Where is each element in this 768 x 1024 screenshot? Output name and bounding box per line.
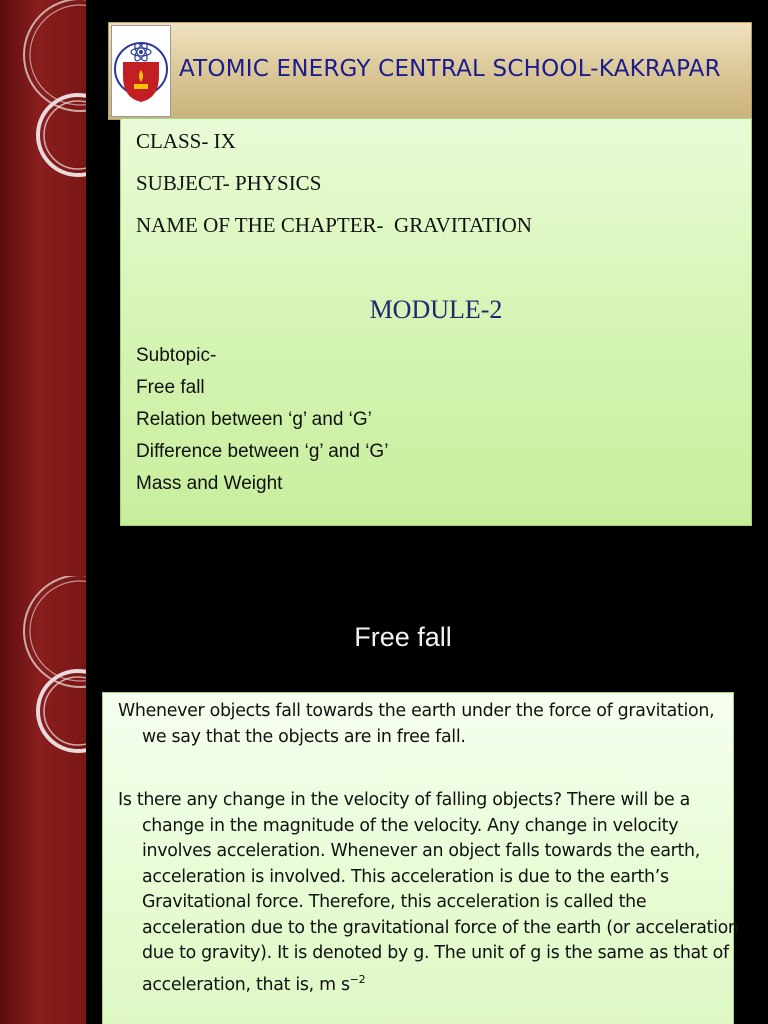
slide-2 [0, 576, 768, 1024]
free-fall-content-box [102, 692, 739, 1024]
school-logo [111, 25, 171, 117]
class-line: CLASS- IX [136, 129, 236, 153]
paragraph-explanation-text: Is there any change in the velocity of falling objects? There will be a change in the magnitude of the velocity. Any change in velocity involves acceleration. Whenever an object falls towards the earth, acceleration is involved. This acceleration is due to the earth’s Gravitational force. Therefore, this acceleration is called the acceleration due to the gravitational force of the earth (or acceleration due to gravity). It is denoted by g. The unit of g is the same as that of acceleration, that is, m s [118, 790, 739, 995]
ring-decoration-icon [0, 576, 86, 1024]
subtopic-item: Difference between ‘g’ and ‘G’ [136, 441, 389, 462]
school-header-banner [108, 22, 752, 120]
ring-decoration-icon [0, 0, 86, 576]
subtopic-heading: Subtopic- [136, 345, 217, 366]
school-emblem-icon [112, 26, 170, 116]
subtopic-item: Free fall [136, 377, 205, 398]
chapter-line: NAME OF THE CHAPTER- GRAVITATION [136, 213, 532, 237]
unit-exponent: −2 [349, 972, 366, 986]
school-name: ATOMIC ENERGY CENTRAL SCHOOL-KAKRAPAR [179, 56, 721, 82]
subtopic-item: Relation between ‘g’ and ‘G’ [136, 409, 372, 430]
chapter-info-box [120, 118, 752, 526]
decorative-sidebar [0, 0, 86, 576]
paragraph-definition: Whenever objects fall towards the earth under the force of gravitation, we say that the objects are in free fall. [118, 701, 715, 747]
module-title: MODULE-2 [369, 295, 503, 324]
subtopic-item: Mass and Weight [136, 473, 283, 494]
decorative-sidebar [0, 576, 86, 1024]
subject-line: SUBJECT- PHYSICS [136, 171, 322, 195]
slide-title: Free fall [354, 622, 452, 652]
paragraph-explanation [118, 788, 742, 998]
